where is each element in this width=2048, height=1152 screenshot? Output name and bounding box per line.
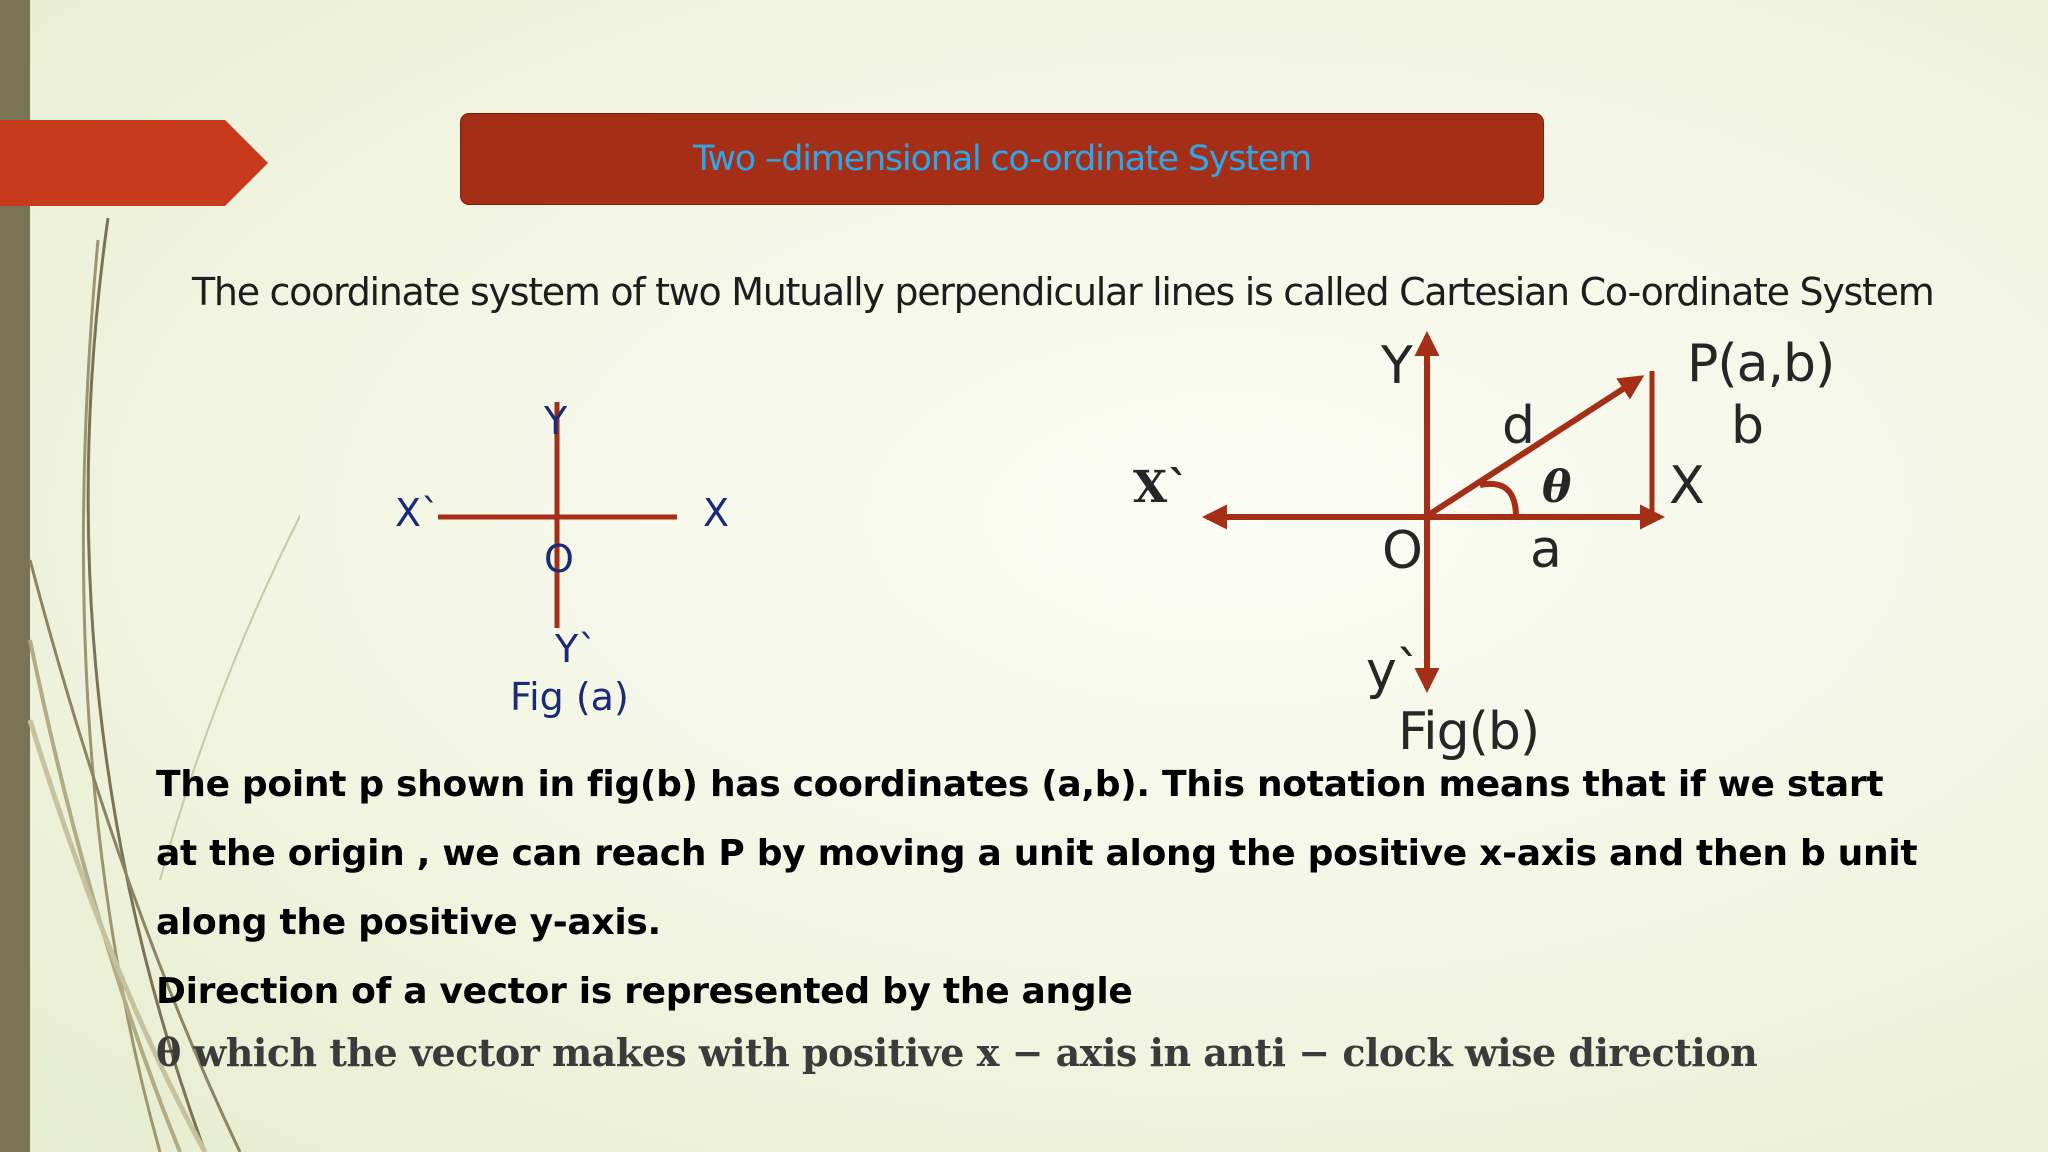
explanation-line-2: at the origin , we can reach P by moving a unit along the positive x-axis and then b unit (156, 833, 1918, 874)
fig-b-y-label: Y (1381, 336, 1412, 396)
fig-a-y-neg-label: Y` (555, 627, 598, 671)
explanation-paragraph (156, 750, 2026, 1026)
fig-b-theta-label: θ (1542, 462, 1572, 513)
fig-b-origin-label: O (1382, 521, 1422, 581)
fig-b-angle-arc (1480, 484, 1516, 515)
fig-a-caption: Fig (a) (510, 675, 629, 719)
fig-a-x-label: X (703, 491, 730, 535)
fig-a-origin-label: O (544, 537, 574, 581)
definition-text: The coordinate system of two Mutually perpendicular lines is called Cartesian Co-ordinate System (192, 270, 1934, 314)
fig-a-y-label: Y (544, 399, 568, 443)
direction-heading: Direction of a vector is represented by the angle (156, 971, 1133, 1012)
fig-b-a-label: a (1530, 520, 1561, 580)
fig-b-y-neg-label: y` (1366, 641, 1421, 701)
fig-b-vector-d (1430, 378, 1640, 514)
fig-b-x-label: X (1669, 456, 1704, 516)
fig-b-caption: Fig(b) (1398, 702, 1540, 762)
explanation-line-3: along the positive y-axis. (156, 902, 661, 943)
fig-b-b-label: b (1731, 396, 1764, 456)
explanation-line-1: The point p shown in fig(b) has coordinates (a,b). This notation means that if we start (156, 764, 1884, 805)
fig-b-d-label: d (1502, 396, 1535, 456)
page-title: Two –dimensional co-ordinate System (692, 139, 1312, 179)
direction-definition: θ which the vector makes with positive x − axis in anti − clock wise direction (156, 1030, 1758, 1075)
fig-b-x-neg-label: X` (1133, 462, 1190, 513)
fig-a-x-neg-label: X` (395, 491, 441, 535)
fig-b-point-label: P(a,b) (1687, 334, 1835, 394)
